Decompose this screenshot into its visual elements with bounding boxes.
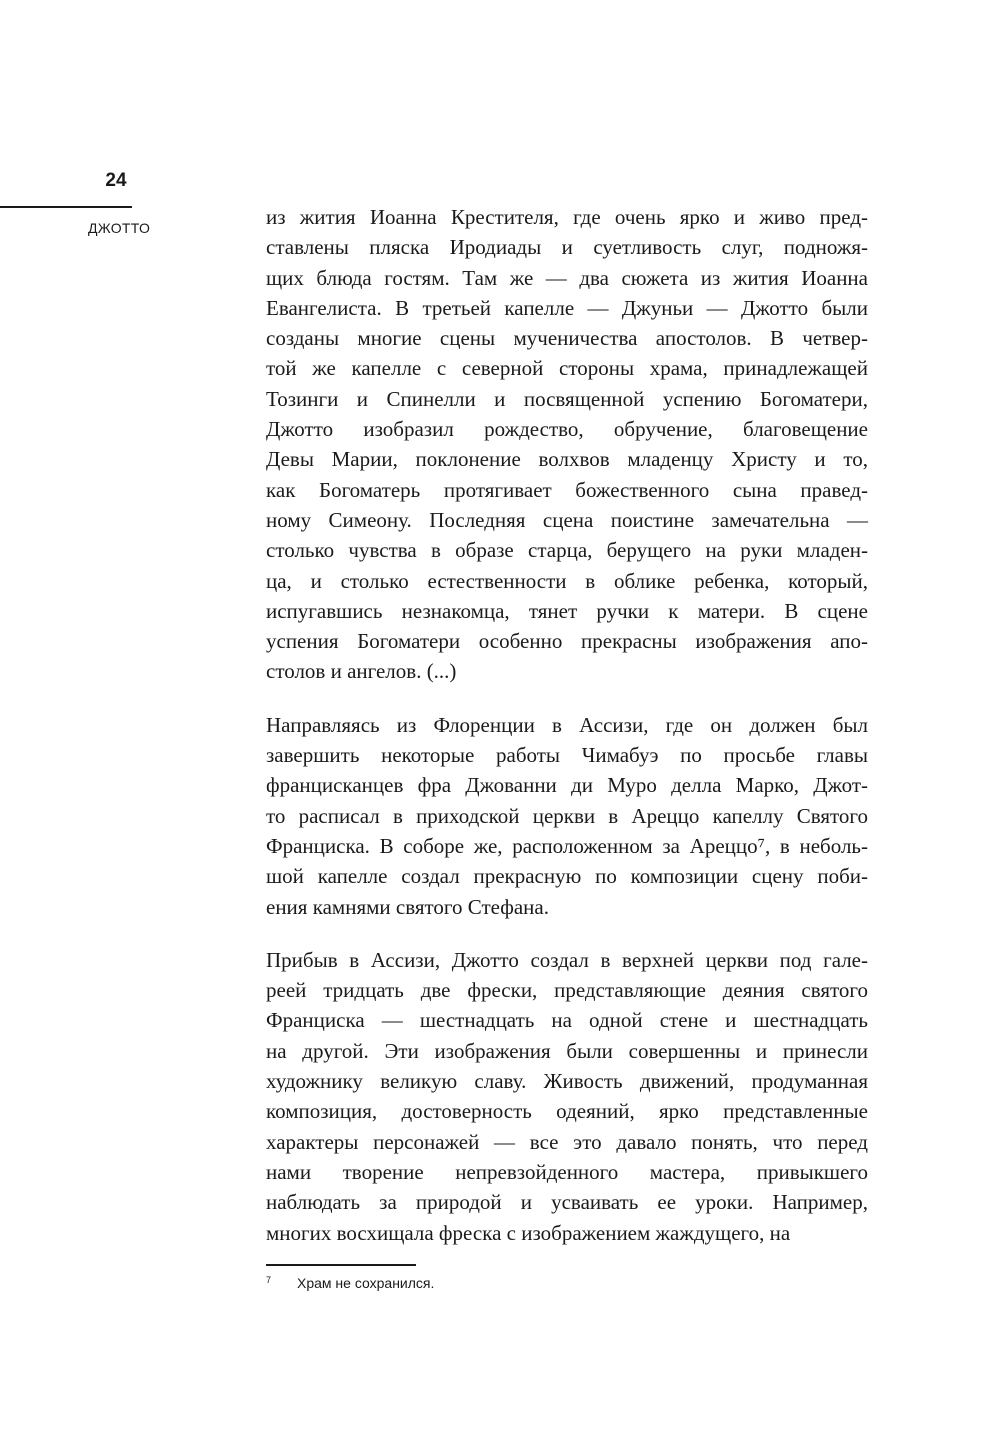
header-rule — [0, 206, 132, 208]
text-line: Прибыв в Ассизи, Джотто создал в верхней церкви под гале- — [266, 947, 868, 972]
page-number: 24 — [105, 170, 127, 191]
body-text — [266, 202, 868, 1271]
text-line: созданы многие сцены мученичества апостолов. В четвер- — [266, 326, 868, 351]
paragraph — [266, 710, 868, 922]
paragraph — [266, 202, 868, 687]
text-line: из жития Иоанна Крестителя, где очень ярко и живо пред- — [266, 205, 868, 229]
text-line: шой капелле создал прекрасную по композиции сцену поби- — [266, 864, 868, 889]
text-line: той же капелле с северной стороны храма, принадлежащей — [266, 356, 868, 381]
text-line: Девы Марии, поклонение волхвов младенцу Христу и то, — [266, 447, 868, 472]
text-line: столов и ангелов. (...) — [266, 659, 457, 684]
text-line: ца, и столько естественности в облике ребенка, который, — [266, 568, 868, 593]
text-line: характеры персонажей — все это давало понять, что перед — [266, 1129, 868, 1154]
text-line: ному Симеону. Последняя сцена поистине замечательна — — [266, 507, 868, 532]
text-line: Тозинги и Спинелли и посвященной успению Богоматери, — [266, 386, 868, 411]
text-line: столько чувства в образе старца, берущего на руки младен- — [266, 538, 868, 563]
text-line: щих блюда гостям. Там же — два сюжета из жития Иоанна — [266, 265, 868, 290]
text-line: как Богоматерь протягивает божественного сына правед- — [266, 477, 868, 502]
text-line: художнику великую славу. Живость движений, продуманная — [266, 1069, 868, 1094]
text-line: Направляясь из Флоренции в Ассизи, где он должен был — [266, 712, 868, 737]
text-line: завершить некоторые работы Чимабуэ по просьбе главы — [266, 743, 868, 768]
text-line: ставлены пляска Иродиады и суетливость слуг, подножя- — [266, 235, 868, 260]
running-head: ДЖОТТО — [88, 220, 151, 236]
text-line: то расписал в приходской церкви в Ареццо капеллу Святого — [266, 803, 868, 828]
text-line: Джотто изобразил рождество, обручение, благовещение — [266, 417, 868, 442]
footnote — [266, 1275, 434, 1291]
text-line: нами творение непревзойденного мастера, привыкшего — [266, 1159, 868, 1184]
text-line: наблюдать за природой и усваивать ее уроки. Например, — [266, 1190, 868, 1215]
text-line: францисканцев фра Джованни ди Муро делла Марко, Джот- — [266, 773, 868, 798]
footnote-mark: 7 — [266, 1275, 272, 1285]
text-line: композиция, достоверность одеяний, ярко представленные — [266, 1099, 868, 1124]
paragraph — [266, 945, 868, 1248]
text-line: на другой. Эти изображения были совершенны и принесли — [266, 1038, 868, 1063]
text-line: испугавшись незнакомца, тянет ручки к матери. В сцене — [266, 598, 868, 623]
text-line: Франциска. В соборе же, расположенном за Ареццо⁷, в неболь- — [266, 833, 868, 858]
text-line: успения Богоматери особенно прекрасны изображения апо- — [266, 629, 868, 654]
text-line: Евангелиста. В третьей капелле — Джуньи — Джотто были — [266, 295, 868, 320]
text-line: многих восхищала фреска с изображением жаждущего, на — [266, 1220, 791, 1245]
text-line: ения камнями святого Стефана. — [266, 894, 549, 919]
footnote-rule — [266, 1264, 416, 1266]
text-line: Франциска — шестнадцать на одной стене и шестнадцать — [266, 1008, 868, 1033]
footnote-text: Храм не сохранился. — [297, 1275, 435, 1291]
text-line: реей тридцать две фрески, представляющие деяния святого — [266, 978, 868, 1003]
